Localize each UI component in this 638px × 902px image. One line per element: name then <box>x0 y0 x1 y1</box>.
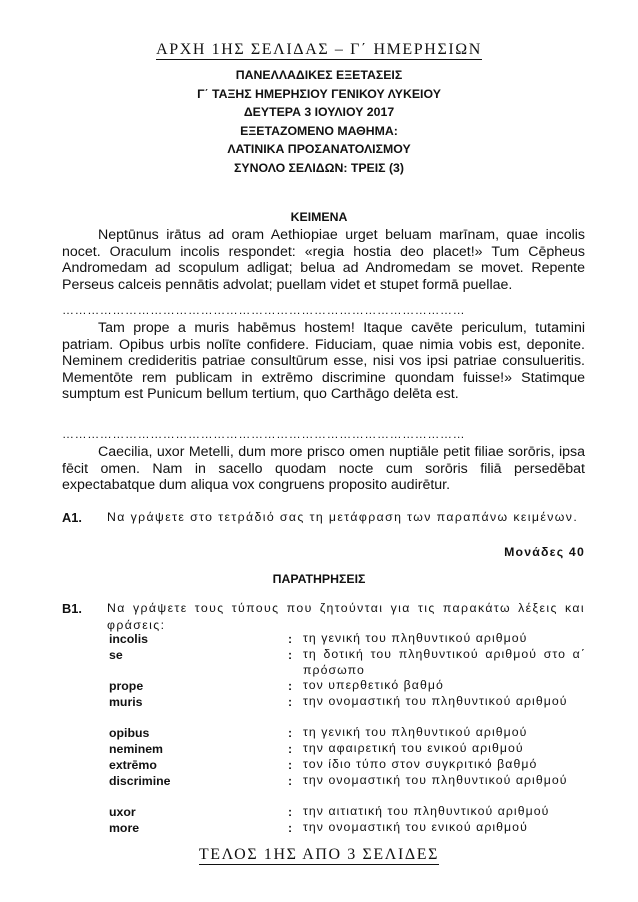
requested-form: την ονομαστική του ενικού αριθμού <box>303 820 528 834</box>
exam-title-line: ΕΞΕΤΑΖΟΜΕΝΟ ΜΑΘΗΜΑ: <box>240 123 398 138</box>
exam-title-block <box>0 66 638 177</box>
colon: : <box>288 758 293 772</box>
colon: : <box>288 805 293 819</box>
page-header-text: ΑΡΧΗ 1ΗΣ ΣΕΛΙΔΑΣ – Γ΄ ΗΜΕΡΗΣΙΩΝ <box>156 41 482 58</box>
exam-title-line: ΛΑΤΙΝΙΚΑ ΠΡΟΣΑΝΑΤΟΛΙΣΜΟΥ <box>227 142 411 156</box>
requested-form: την ονομαστική του πληθυντικού αριθμού <box>303 694 568 708</box>
colon: : <box>288 695 293 709</box>
latin-word: muris <box>109 695 143 709</box>
notes-heading: ΠΑΡΑΤΗΡΗΣΕΙΣ <box>272 572 366 586</box>
exam-title-line: ΔΕΥΤΕΡΑ 3 ΙΟΥΛΙΟΥ 2017 <box>243 105 395 119</box>
latin-word: incolis <box>109 632 148 646</box>
requested-form: τη δοτική του πληθυντικού αριθμού στο α΄ πρόσωπο <box>303 647 586 677</box>
colon: : <box>288 821 293 835</box>
question-a1-label: Α1. <box>62 510 82 525</box>
latin-word: neminem <box>109 742 163 756</box>
latin-word: uxor <box>109 805 136 819</box>
separator-line: …………………………………………………………………………………… <box>62 427 466 441</box>
colon: : <box>288 648 293 662</box>
latin-passage-2: Tam prope a muris habēmus hostem! Itaque cavēte periculum, tutamini patriam. Opibus urbis nolīte confidere. Fiduciam, quae nimia vobis est, deponite. Neminem credideritis patriae consultūrum esse, nisi vos ipsi patriae consulueritis. Mementōte rem publicam in extrēmo discrimine quondam fuisse!» Statimque sumptum est Punicum bellum tertium, quo Carthāgo delēta est. <box>62 320 585 403</box>
exam-title-line: ΠΑΝΕΛΛΑΔΙΚΕΣ ΕΞΕΤΑΣΕΙΣ <box>235 68 403 82</box>
colon: : <box>288 726 293 740</box>
latin-word: more <box>109 821 140 835</box>
page-header <box>0 41 638 59</box>
latin-word: prope <box>109 679 144 693</box>
requested-form: την ονομαστική του πληθυντικού αριθμού <box>303 773 568 787</box>
texts-heading: ΚΕΙΜΕΝΑ <box>290 210 348 224</box>
page-footer-text: ΤΕΛΟΣ 1ΗΣ ΑΠΟ 3 ΣΕΛΙΔΕΣ <box>198 846 440 863</box>
exam-title-line: Γ΄ ΤΑΞΗΣ ΗΜΕΡΗΣΙΟΥ ΓΕΝΙΚΟΥ ΛΥΚΕΙΟΥ <box>197 86 441 101</box>
latin-word: extrēmo <box>109 758 157 772</box>
latin-passage-3: Caecilia, uxor Metelli, dum more prisco omen nuptiāle petit filiae sorōris, ipsa fēcit omen. Nam in sacello quodam nocte cum sorōris filiā persedēbat expectabatque dum aliqua vox congruens proposito audirētur. <box>62 444 585 494</box>
requested-form: τη γενική του πληθυντικού αριθμού <box>303 725 528 739</box>
requested-form: την αφαιρετική του ενικού αριθμού <box>303 741 524 755</box>
latin-passage-1: Neptūnus irātus ad oram Aethiopiae urget beluam marīnam, quae incolis nocet. Oraculum incolis respondet: «regia hostia deo placet!» Tum Cēpheus Andromedam ad scopulum adligat; belua ad Andromedam se movet. Repente Perseus calceis pennātis advolat; puellam videt et stupet formā puellae. <box>62 227 585 293</box>
latin-word: discrimine <box>109 774 171 788</box>
requested-form: τον ίδιο τύπο στον συγκριτικό βαθμό <box>303 757 538 771</box>
colon: : <box>288 742 293 756</box>
colon: : <box>288 774 293 788</box>
question-a1-text: Να γράψετε στο τετράδιό σας τη μετάφραση των παραπάνω κειμένων. <box>107 510 579 524</box>
colon: : <box>288 632 293 646</box>
exam-title-line: ΣΥΝΟΛΟ ΣΕΛΙΔΩΝ: ΤΡΕΙΣ (3) <box>234 160 404 175</box>
requested-form: τη γενική του πληθυντικού αριθμού <box>303 631 528 645</box>
colon: : <box>288 679 293 693</box>
requested-form: την αιτιατική του πληθυντικού αριθμού <box>303 804 550 818</box>
separator-line: …………………………………………………………………………………… <box>62 303 466 317</box>
question-a1-marks: Μονάδες 40 <box>504 545 585 559</box>
question-b1-label: Β1. <box>62 601 82 616</box>
requested-form: τον υπερθετικό βαθμό <box>303 678 444 692</box>
latin-word: opibus <box>109 726 150 740</box>
question-b1-text: Να γράψετε τους τύπους που ζητούνται για τις παρακάτω λέξεις και φράσεις: <box>107 601 585 632</box>
page-footer <box>0 846 638 864</box>
latin-word: se <box>109 648 123 662</box>
